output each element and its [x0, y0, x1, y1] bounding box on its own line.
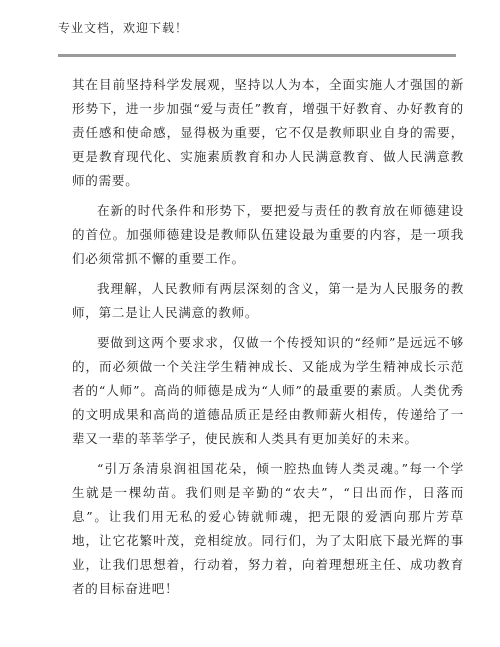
- page-header: 专业文档，欢迎下载！: [58, 21, 189, 35]
- paragraph-5: “引万条清泉润祖国花朵，倾一腔热血铸人类灵魂。”每一个学生就是一棵幼苗。我们则是辛勤的“农夫”，“日出而作，日落而息”。让我们用无私的爱心铸就师魂，把无限的爱洒向那片芳草地，让它花繁叶茂，竞相绽放。同行们，为了太阳底下最光辉的事业，让我们思想着，行动着，努力着，向着理想班主任、成功教育者的目标奋进吧！: [72, 461, 464, 596]
- document-body: [72, 73, 464, 607]
- paragraph-3: 我理解，人民教师有两层深刻的含义，第一是为人民服务的教师，第二是让人民满意的教师。: [72, 281, 464, 320]
- paragraph-2: 在新的时代条件和形势下，要把爱与责任的教育放在师德建设的首位。加强师德建设是教师队伍建设最为重要的内容，是一项我们必须常抓不懈的重要工作。: [72, 203, 464, 266]
- paragraph-1: 其在目前坚持科学发展观，坚持以人为本，全面实施人才强国的新形势下，进一步加强“爱与责任”教育，增强干好教育、办好教育的责任感和使命感，显得极为重要，它不仅是教师职业自身的需要，更是教育现代化、实施素质教育和办人民满意教育、做人民满意教师的需要。: [72, 77, 464, 188]
- paragraph-4: 要做到这两个要求求，仅做一个传授知识的“经师”是远远不够的，而必须做一个关注学生精神成长、又能成为学生精神成长示范者的“人师”。高尚的师德是成为“人师”的最重要的素质。人类优秀的文明成果和高尚的道德品质正是经由教师薪火相传，传递给了一辈又一辈的莘莘学子，使民族和人类具有更加美好的未来。: [72, 335, 464, 446]
- header-divider: [58, 54, 456, 57]
